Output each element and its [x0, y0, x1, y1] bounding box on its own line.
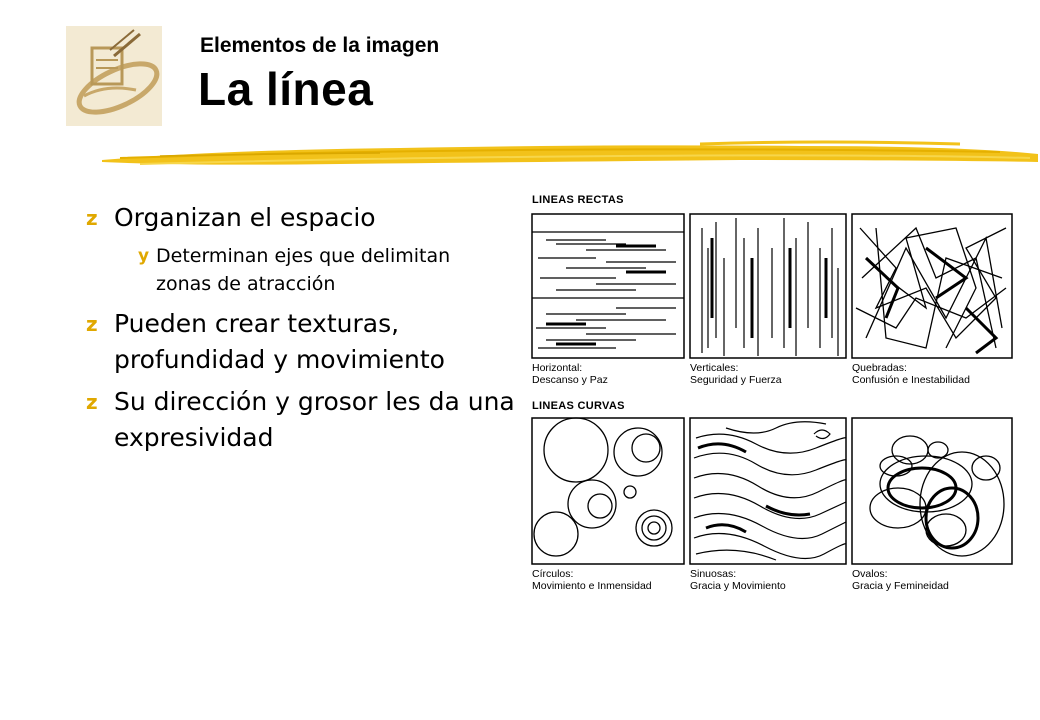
- bullet-marker-icon: z: [86, 312, 98, 336]
- bullet-item: [86, 306, 516, 378]
- line-types-figure: [526, 188, 1020, 598]
- bullet-marker-icon: z: [86, 206, 98, 230]
- sub-bullet-text: Determinan ejes que delimitan zonas de atracción: [156, 245, 451, 295]
- bullet-item: [86, 384, 516, 456]
- caption-sinuosas: Sinuosas: Gracia y Movimiento: [690, 568, 786, 592]
- line-types-illustration: [526, 188, 1020, 598]
- paint-palette-icon: [66, 26, 162, 126]
- bullet-marker-icon: z: [86, 390, 98, 414]
- bullet-text: Su dirección y grosor les da una expresividad: [114, 387, 515, 452]
- bullet-item: [86, 200, 516, 236]
- caption-ovalos: Ovalos: Gracia y Femineidad: [852, 568, 949, 592]
- sub-bullet-item: [138, 242, 456, 298]
- logo: [66, 26, 162, 126]
- caption-circulos: Círculos: Movimiento e Inmensidad: [532, 568, 652, 592]
- rectas-heading: LINEAS RECTAS: [532, 194, 624, 206]
- bullet-list: [86, 200, 516, 462]
- bullet-text: Pueden crear texturas, profundidad y movimiento: [114, 309, 445, 374]
- brush-stroke-divider: [100, 136, 1040, 176]
- sub-bullet-marker-icon: y: [138, 246, 150, 266]
- slide-title: La línea: [198, 63, 374, 115]
- caption-verticales: Verticales: Seguridad y Fuerza: [690, 362, 782, 386]
- bullet-text: Organizan el espacio: [114, 203, 376, 232]
- slide-subtitle: Elementos de la imagen: [200, 34, 440, 57]
- curvas-heading: LINEAS CURVAS: [532, 400, 625, 412]
- caption-horizontal: Horizontal: Descanso y Paz: [532, 362, 608, 386]
- caption-quebradas: Quebradas: Confusión e Inestabilidad: [852, 362, 970, 386]
